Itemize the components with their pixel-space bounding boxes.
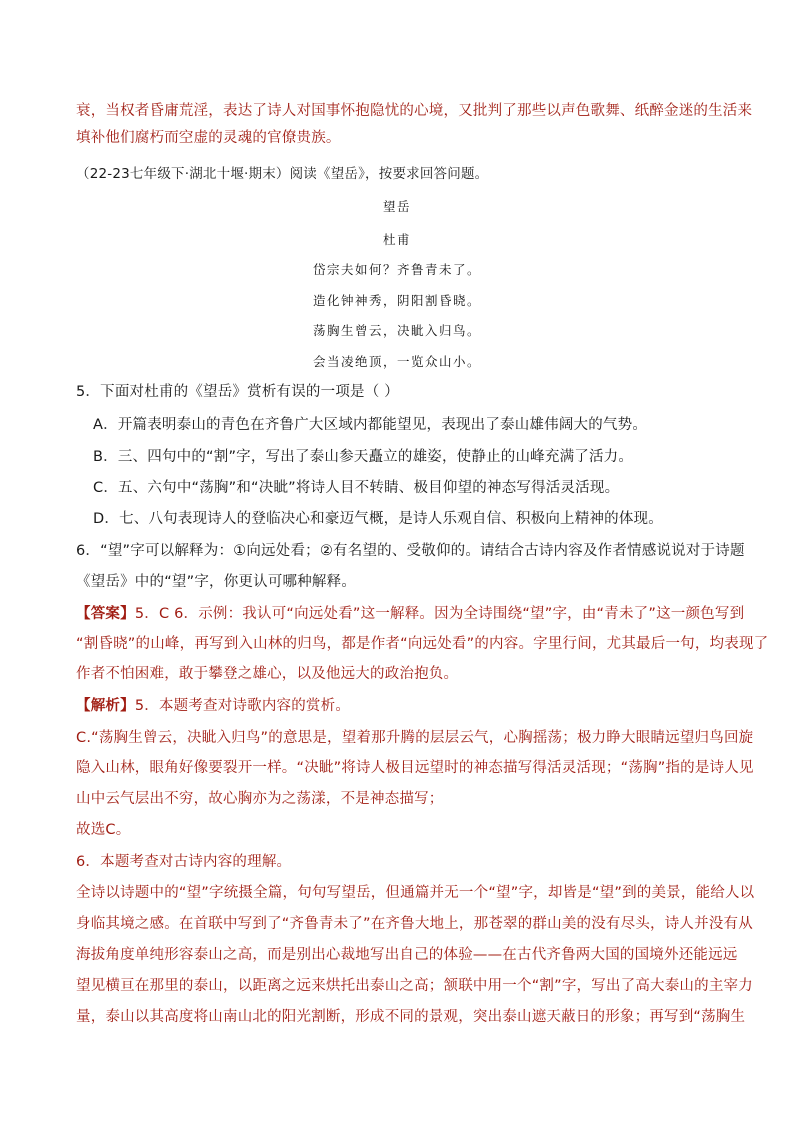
answer-line-1 [76,604,745,624]
poem-title: 望岳 [382,199,411,214]
analysis-line-1 [76,696,726,716]
q5-option-c: C．五、六句中“荡胸”和“决眦”将诗人目不转睛、极目仰望的神态写得活灵活现。 [93,480,620,496]
poem-line-4: 会当凌绝顶，一览众山小。 [312,354,481,369]
q5-stem: 5．下面对杜甫的《望岳》赏析有误的一项是（ ） [76,384,399,400]
poem-line-1: 岱宗夫如何？齐鲁青未了。 [312,262,481,277]
q5-option-d: D．七、八句表现诗人的登临决心和豪迈气概，是诗人乐观自信、积极向上精神的体现。 [93,511,663,527]
analysis-q6-line-1: 全诗以诗题中的“望”字统摄全篇，句句写望岳，但通篇并无一个“望”字，却皆是“望”到的美景，能给人以 [76,885,755,901]
poem-line-3: 荡胸生曾云，决眦入归鸟。 [312,323,481,338]
analysis-q6-head: 6．本题考查对古诗内容的理解。 [76,854,292,870]
poem-author: 杜甫 [382,232,411,247]
intro-line-2: 填补他们腐朽而空虚的灵魂的官僚贵族。 [76,130,341,146]
intro-line-1: 衰，当权者昏庸荒淫，表达了诗人对国事怀抱隐忧的心境，又批判了那些以声色歌舞、纸醉金迷的生活来 [76,103,753,119]
question-source: （22-23七年级下·湖北十堰·期末）阅读《望岳》，按要求回答问题。 [76,166,489,182]
analysis-c-line-2: 隐入山林，眼角好像要裂开一样。“决眦”将诗人极目远望时的神态描写得活灵活现；“荡胸”指的是诗人见 [76,760,754,776]
analysis-text-1: 5．本题考查对诗歌内容的赏析。 [134,698,351,714]
answer-tag: 【答案】 [76,606,135,622]
analysis-c-line-1: C.“荡胸生曾云，决眦入归鸟”的意思是，望着那升腾的层层云气，心胸摇荡；极力睁大眼睛远望归鸟回旋 [76,730,754,746]
analysis-q6-line-5: 量，泰山以其高度将山南山北的阳光割断，形成不同的景观，突出泰山遮天蔽日的形象；再写到“荡胸生 [76,1009,746,1025]
q5-option-b: B．三、四句中的“割”字，写出了泰山参天矗立的雄姿，使静止的山峰充满了活力。 [93,449,634,465]
answer-text-1: 5．C 6．示例：我认可“向远处看”这一解释。因为全诗围绕“望”字，由“青未了”这一颜色写到 [134,606,745,622]
q5-option-a: A．开篇表明泰山的青色在齐鲁广大区域内都能望见，表现出了泰山雄伟阔大的气势。 [93,417,648,433]
poem-line-2: 造化钟神秀，阴阳割昏晓。 [312,293,481,308]
q6-line-2: 《望岳》中的“望”字，你更认可哪种解释。 [76,574,357,590]
q6-line-1: 6．“望”字可以解释为：①向远处看；②有名望的、受敬仰的。请结合古诗内容及作者情感说说对于诗题 [76,543,745,559]
analysis-q6-line-3: 海拔角度单纯形容泰山之高，而是别出心裁地写出自己的体验——在古代齐鲁两大国的国境外还能远远 [76,947,738,963]
answer-line-2: “割昏晓”的山峰，再写到入山林的归鸟，都是作者“向远处看”的内容。字里行间，尤其最后一句，均表现了 [76,636,769,652]
analysis-q6-line-2: 身临其境之感。在首联中写到了“齐鲁青未了”在齐鲁大地上，那苍翠的群山美的没有尽头，诗人并没有从 [76,916,753,932]
analysis-q6-line-4: 望见横亘在那里的泰山，以距离之远来烘托出泰山之高；颔联中用一个“割”字，写出了高大泰山的主宰力 [76,978,753,994]
answer-line-3: 作者不怕困难，敢于攀登之雄心，以及他远大的政治抱负。 [76,666,459,682]
analysis-choose: 故选C。 [76,822,131,838]
analysis-tag: 【解析】 [76,698,135,714]
analysis-c-line-3: 山中云气层出不穷，故心胸亦为之荡漾，不是神态描写； [76,791,444,807]
